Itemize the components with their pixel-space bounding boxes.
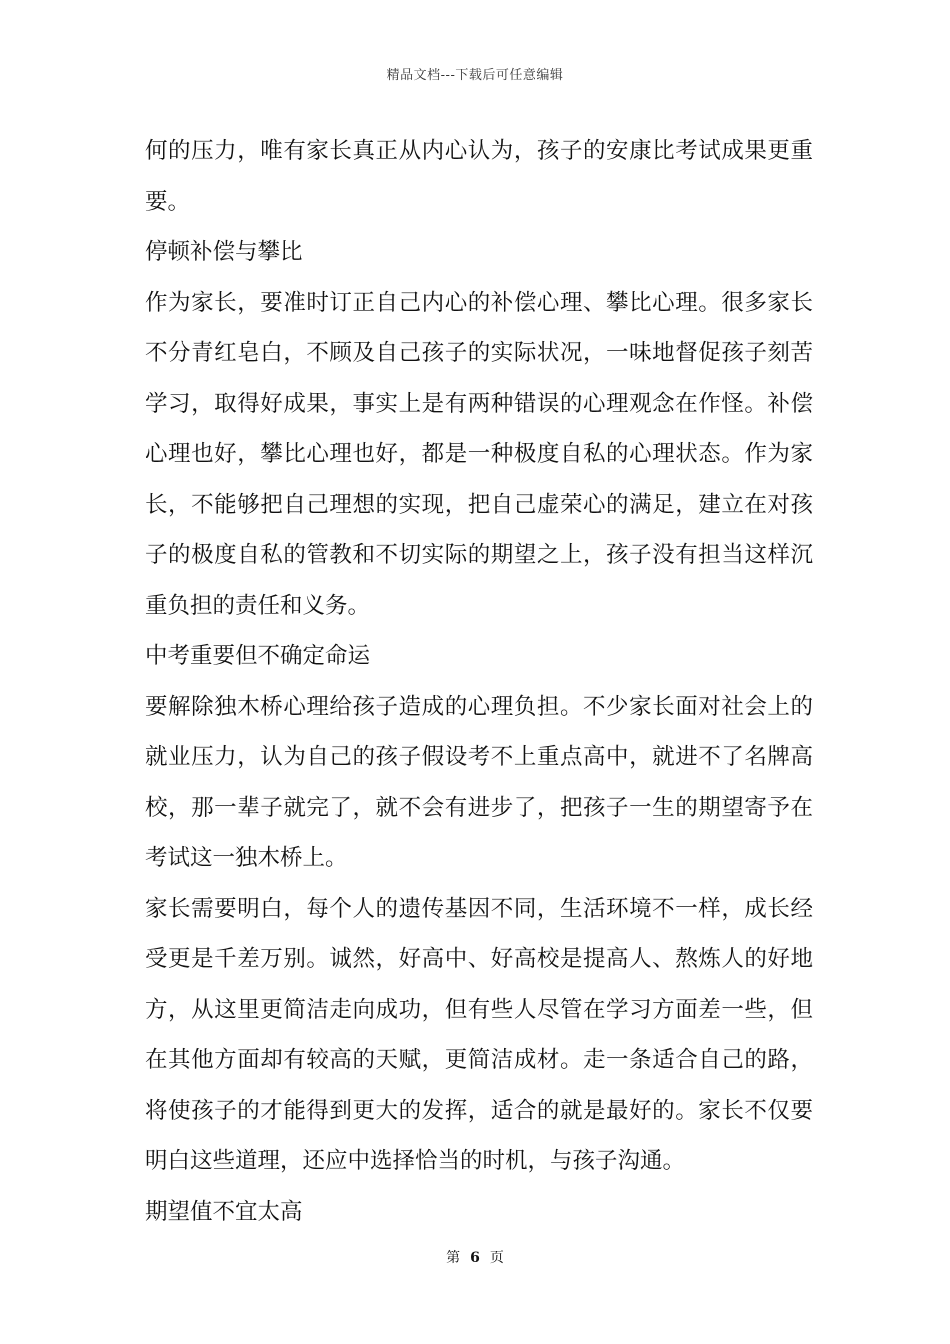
text-line: 何的压力，唯有家长真正从内心认为，孩子的安康比考试成果更重 bbox=[145, 138, 813, 164]
text-line: 心理也好，攀比心理也好，都是一种极度自私的心理状态。作为家 bbox=[145, 441, 813, 467]
text-line: 不分青红皂白，不顾及自己孩子的实际状况，一味地督促孩子刻苦 bbox=[145, 340, 813, 366]
text-line: 考试这一独木桥上。 bbox=[145, 845, 348, 871]
text-line: 停顿补偿与攀比 bbox=[145, 239, 303, 265]
text-line: 明白这些道理，还应中选择恰当的时机，与孩子沟通。 bbox=[145, 1148, 686, 1174]
page-header: 精品文档---下载后可任意编辑 bbox=[386, 68, 564, 83]
text-line: 子的极度自私的管教和不切实际的期望之上，孩子没有担当这样沉 bbox=[145, 542, 813, 568]
text-line: 将使孩子的才能得到更大的发挥，适合的就是最好的。家长不仅要 bbox=[145, 1097, 813, 1124]
page-number-prefix: 第 bbox=[446, 1250, 461, 1266]
text-line: 期望值不宜太高 bbox=[145, 1198, 303, 1225]
text-line: 校，那一辈子就完了，就不会有进步了，把孩子一生的期望寄予在 bbox=[145, 794, 813, 821]
text-line: 要解除独木桥心理给孩子造成的心理负担。不少家长面对社会上的 bbox=[145, 693, 813, 720]
page-number: 6 bbox=[470, 1250, 480, 1266]
text-line: 中考重要但不确定命运 bbox=[145, 643, 371, 669]
text-line: 作为家长，要准时订正自己内心的补偿心理、攀比心理。很多家长 bbox=[145, 289, 813, 316]
document-body bbox=[145, 126, 813, 1237]
text-line: 方，从这里更简洁走向成功，但有些人尽管在学习方面差一些，但 bbox=[145, 996, 813, 1023]
text-line: 要。 bbox=[145, 188, 191, 215]
text-line: 受更是千差万别。诚然，好高中、好高校是提高人、熬炼人的好地 bbox=[145, 946, 813, 972]
text-line: 学习，取得好成果，事实上是有两种错误的心理观念在作怪。补偿 bbox=[145, 390, 813, 417]
page-footer bbox=[0, 1247, 950, 1267]
text-line: 家长需要明白，每个人的遗传基因不同，生活环境不一样，成长经 bbox=[145, 895, 813, 922]
text-line: 长，不能够把自己理想的实现，把自己虚荣心的满足，建立在对孩 bbox=[145, 491, 813, 518]
text-line: 就业压力，认为自己的孩子假设考不上重点高中，就进不了名牌高 bbox=[145, 744, 813, 770]
page-number-suffix: 页 bbox=[489, 1250, 504, 1266]
text-line: 重负担的责任和义务。 bbox=[145, 592, 371, 619]
text-line: 在其他方面却有较高的天赋，更简洁成材。走一条适合自己的路， bbox=[145, 1047, 813, 1073]
